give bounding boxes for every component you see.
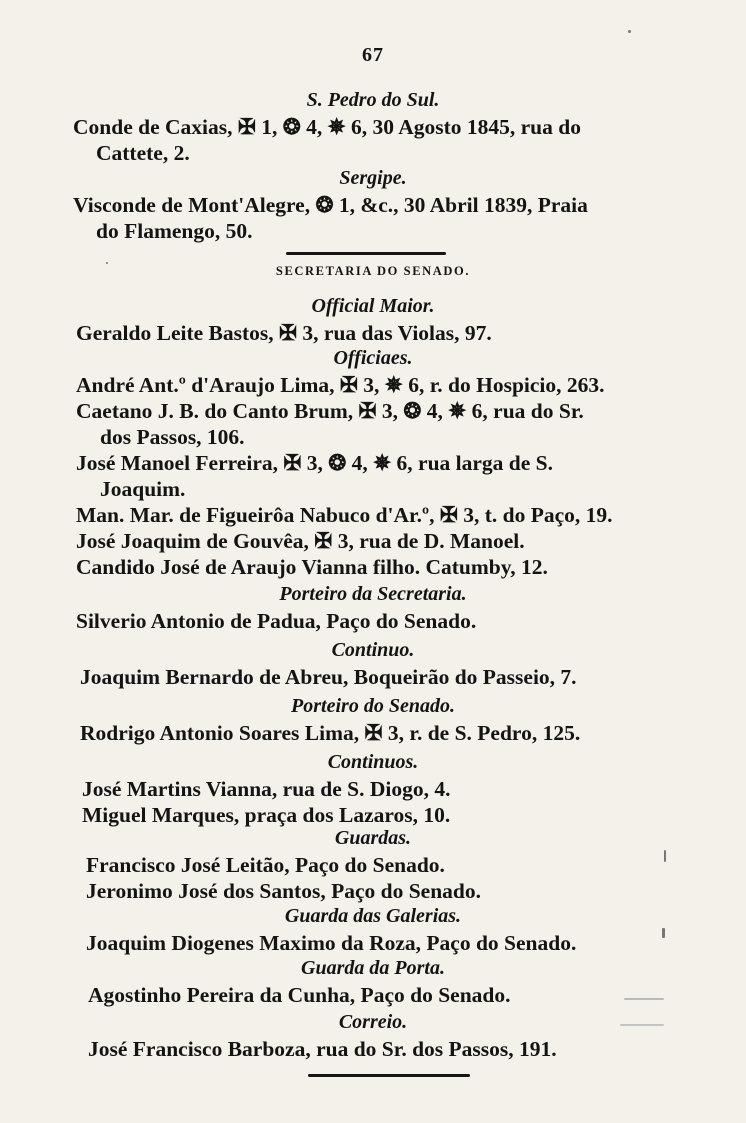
heading-porteiro-senado: Porteiro do Senado. (291, 695, 455, 717)
entry-miguel-marques: Miguel Marques, praça dos Lazaros, 10. (82, 803, 451, 827)
heading-porteiro-secretaria: Porteiro da Secretaria. (279, 583, 467, 605)
entry-rodrigo-soares-lima: Rodrigo Antonio Soares Lima, ✠ 3, r. de S. Pedro, 125. (80, 721, 581, 745)
entry-andre-araujo-lima: André Ant.º d'Araujo Lima, ✠ 3, ✵ 6, r. do Hospicio, 263. (76, 373, 605, 397)
heading-sergipe: Sergipe. (339, 167, 407, 189)
paper-speck (106, 262, 108, 264)
entry-caetano-canto-brum: Caetano J. B. do Canto Brum, ✠ 3, ❂ 4, ✵ 6, rua do Sr. (76, 399, 584, 423)
section-divider (286, 252, 446, 255)
entry-jeronimo-santos: Jeronimo José dos Santos, Paço do Senado. (86, 879, 482, 903)
entry-francisco-leitao: Francisco José Leitão, Paço do Senado. (86, 853, 445, 877)
paper-speck (662, 928, 665, 938)
entry-joaquim-diogenes: Joaquim Diogenes Maximo da Roza, Paço do Senado. (86, 931, 577, 955)
secretaria-title: SECRETARIA DO SENADO. (275, 264, 471, 278)
entry-visconde-mont-alegre-cont: do Flamengo, 50. (96, 219, 253, 243)
entry-jose-joaquim-gouvea: José Joaquim de Gouvêa, ✠ 3, rua de D. Manoel. (76, 529, 525, 553)
entry-jose-manoel-ferreira-cont: Joaquim. (100, 477, 186, 501)
entry-conde-de-caxias-cont: Cattete, 2. (96, 141, 190, 165)
heading-s-pedro-do-sul: S. Pedro do Sul. (306, 89, 440, 111)
paper-speck (664, 850, 666, 862)
heading-official-maior: Official Maior. (311, 295, 435, 317)
paper-speck (628, 30, 631, 33)
heading-guarda-galerias: Guarda das Galerias. (284, 905, 462, 927)
entry-jose-francisco-barboza: José Francisco Barboza, rua do Sr. dos Passos, 191. (88, 1037, 557, 1061)
heading-guardas: Guardas. (334, 827, 412, 849)
heading-officiaes: Officiaes. (333, 347, 413, 369)
entry-figueiroa-nabuco: Man. Mar. de Figueirôa Nabuco d'Ar.º, ✠ 3, t. do Paço, 19. (76, 503, 613, 527)
entry-geraldo-leite-bastos: Geraldo Leite Bastos, ✠ 3, rua das Violas, 97. (76, 321, 492, 345)
heading-continuo: Continuo. (331, 639, 415, 661)
page-number: 67 (362, 44, 384, 66)
paper-speck (620, 1024, 664, 1026)
entry-jose-manoel-ferreira: José Manoel Ferreira, ✠ 3, ❂ 4, ✵ 6, rua larga de S. (76, 451, 553, 475)
closing-rule (308, 1074, 470, 1077)
entry-silverio-padua: Silverio Antonio de Padua, Paço do Senado. (76, 609, 477, 633)
entry-visconde-mont-alegre: Visconde de Mont'Alegre, ❂ 1, &c., 30 Abril 1839, Praia (73, 193, 588, 217)
paper-speck (624, 998, 664, 1000)
heading-correio: Correio. (338, 1011, 408, 1033)
heading-continuos: Continuos. (327, 751, 419, 773)
entry-conde-de-caxias: Conde de Caxias, ✠ 1, ❂ 4, ✵ 6, 30 Agosto 1845, rua do (73, 115, 581, 139)
entry-candido-araujo-vianna: Candido José de Araujo Vianna filho. Catumby, 12. (76, 555, 548, 579)
heading-guarda-porta: Guarda da Porta. (301, 957, 445, 979)
entry-agostinho-cunha: Agostinho Pereira da Cunha, Paço do Senado. (88, 983, 511, 1007)
entry-caetano-canto-brum-cont: dos Passos, 106. (100, 425, 245, 449)
entry-jose-martins-vianna: José Martins Vianna, rua de S. Diogo, 4. (82, 777, 451, 801)
entry-joaquim-bernardo-abreu: Joaquim Bernardo de Abreu, Boqueirão do Passeio, 7. (80, 665, 577, 689)
